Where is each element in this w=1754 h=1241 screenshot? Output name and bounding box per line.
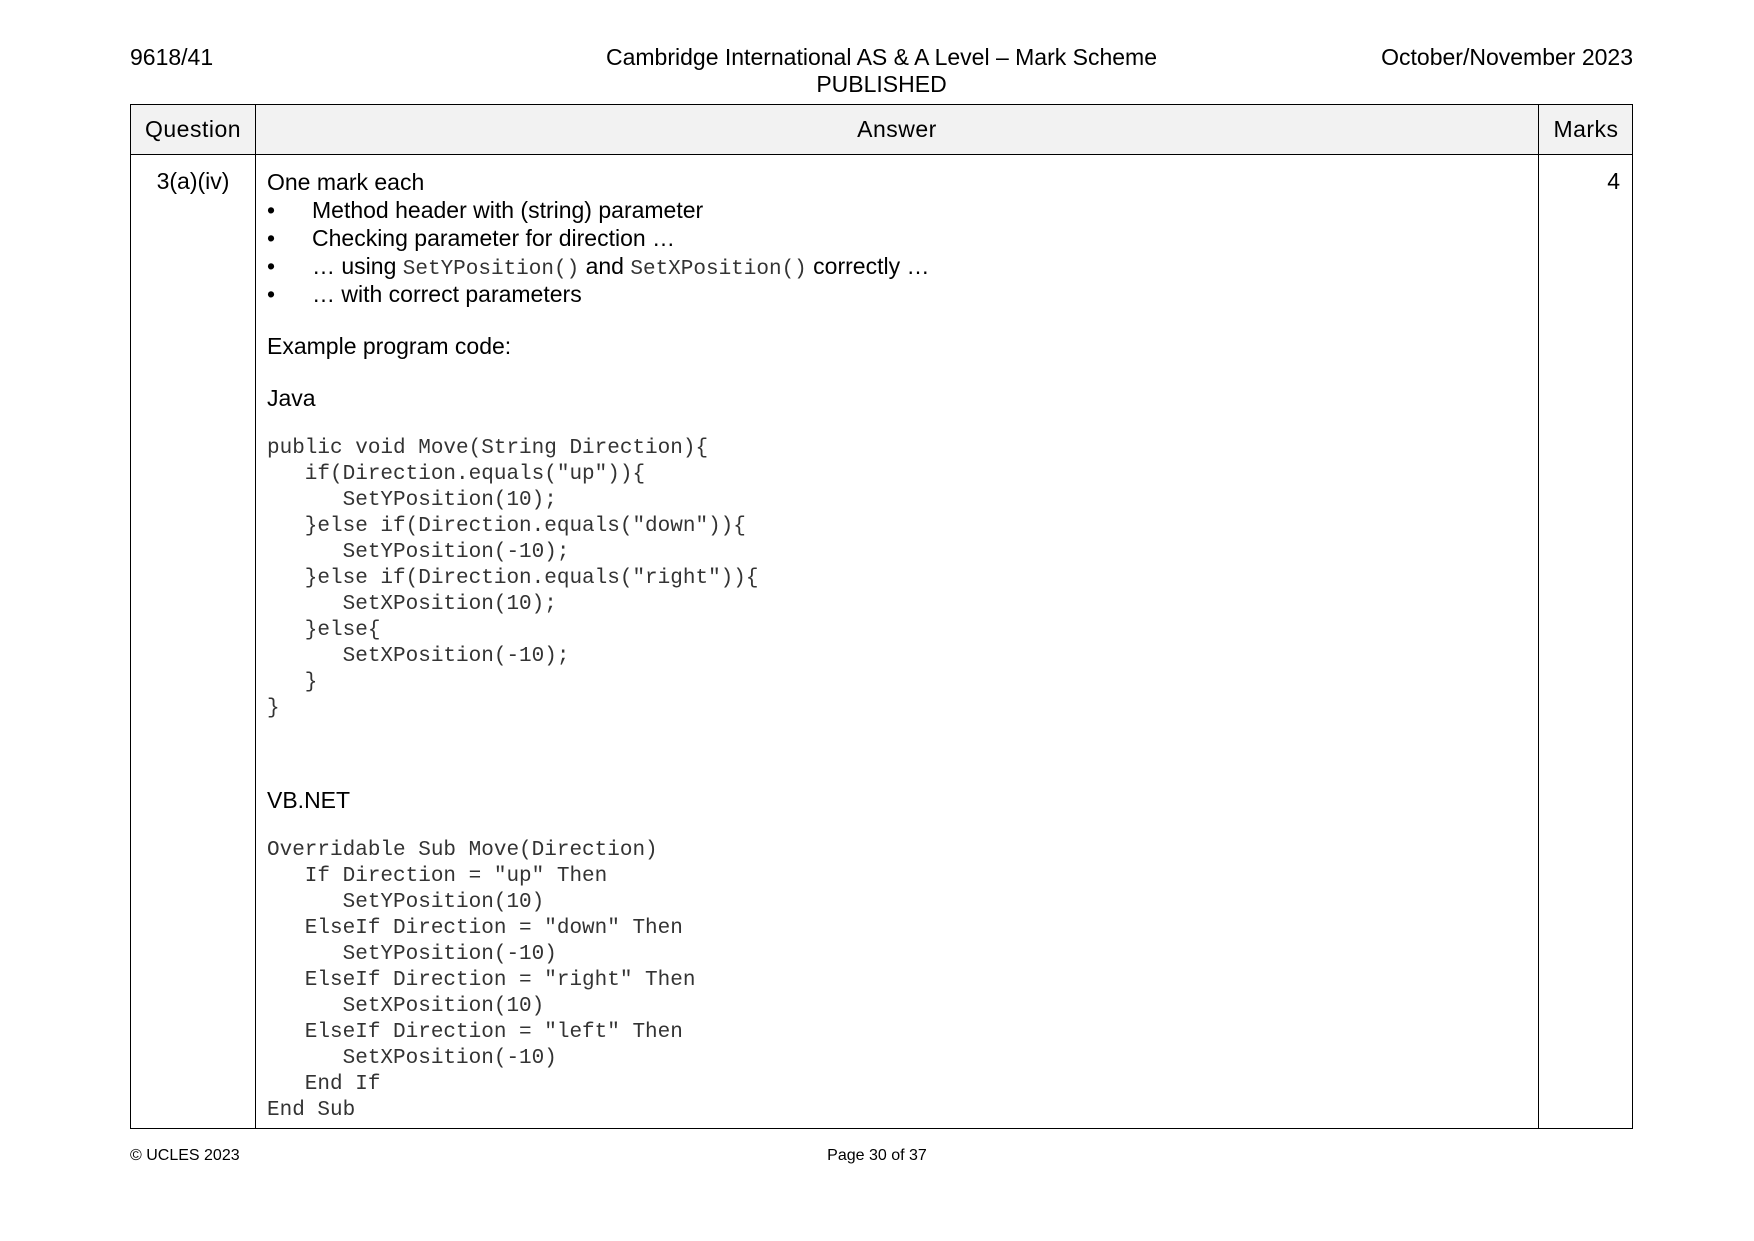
vbnet-code-block: Overridable Sub Move(Direction) If Direction = "up" Then SetYPosition(10) ElseIf Direction = "down" Then SetYPosition(-10) ElseIf Direction = "right" Then SetXPosition(10) ElseIf Direction = "left" Then SetXPosition(-10) End If End Sub (267, 839, 696, 1122)
bullet-item (267, 196, 1527, 224)
bullet-text: Method header with (string) parameter (312, 197, 704, 223)
exam-session: October/November 2023 (1381, 44, 1633, 70)
bullet-text: correctly … (806, 253, 930, 279)
paper-code: 9618/41 (130, 44, 214, 70)
java-label: Java (267, 385, 316, 411)
header-question: Question (144, 116, 242, 142)
column-divider (255, 105, 256, 1128)
header-marks: Marks (1553, 116, 1619, 142)
vbnet-label: VB.NET (267, 787, 351, 813)
bullet-text: and (579, 253, 631, 279)
table-header-row (131, 105, 1632, 155)
page-header (130, 44, 1633, 100)
published-label: PUBLISHED (816, 71, 947, 97)
inline-code: SetXPosition() (630, 258, 807, 281)
header-answer: Answer (857, 116, 937, 142)
page-number: Page 30 of 37 (827, 1147, 927, 1164)
marks-value: 4 (1607, 168, 1620, 194)
title-line: Cambridge International AS & A Level – Mark Scheme (605, 44, 1158, 70)
bullet-text: … using (312, 253, 403, 279)
example-label: Example program code: (267, 333, 512, 359)
question-number: 3(a)(iv) (156, 168, 230, 194)
bullet-item (267, 252, 1527, 280)
marking-intro: One mark each (267, 169, 425, 195)
bullet-text: Checking parameter for direction … (312, 225, 676, 251)
bullet-item (267, 224, 1527, 252)
answer-cell (267, 168, 1527, 1124)
inline-code: SetYPosition() (402, 258, 580, 281)
copyright: © UCLES 2023 (130, 1147, 240, 1164)
bullet-text: … with correct parameters (312, 281, 582, 307)
column-divider (1538, 105, 1539, 1128)
bullet-item (267, 280, 1527, 308)
java-code-block: public void Move(String Direction){ if(Direction.equals("up")){ SetYPosition(10); }else if(Direction.equals("down")){ SetYPosition(-10); }else if(Direction.equals("right")){ SetXPosition(10); }else{ SetXPosition(-10); } } (267, 437, 759, 720)
mark-scheme-table (130, 104, 1633, 1129)
